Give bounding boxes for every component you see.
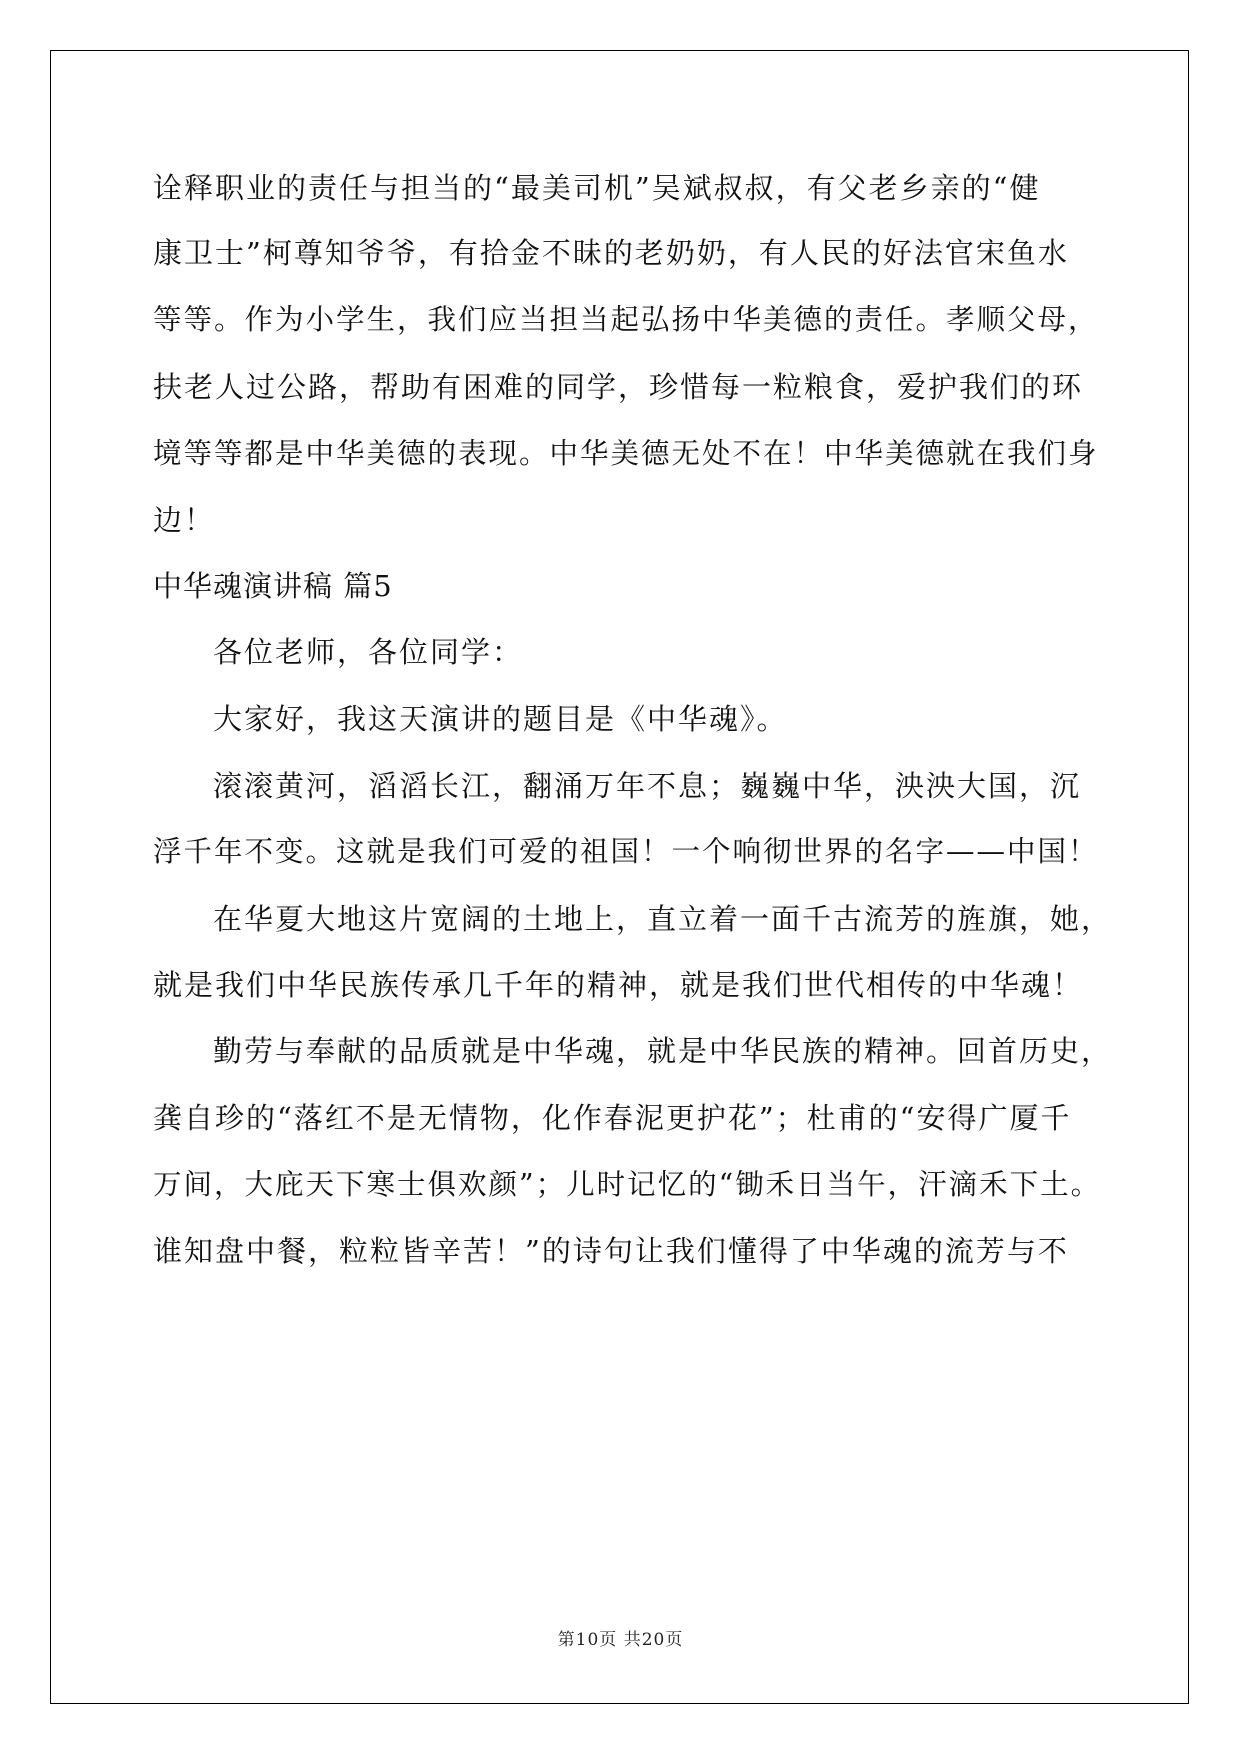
paragraph-line: 在华夏大地这片宽阔的土地上，直立着一面千古流芳的旌旗，她， [213,902,1113,936]
paragraph-line: 谁知盘中餐，粒粒皆辛苦！”的诗句让我们懂得了中华魂的流芳与不 [153,1234,1069,1268]
paragraph-line: 万间，大庇天下寒士俱欢颜”；儿时记忆的“锄禾日当午，汗滴禾下土。 [153,1168,1102,1201]
body-line: 等等。作为小学生，我们应当担当起弘扬中华美德的责任。孝顺父母， [153,303,1099,336]
intro-line: 大家好，我这天演讲的题目是《中华魂》。 [213,702,788,736]
section-heading: 中华魂演讲稿 篇5 [153,569,393,603]
paragraph-line: 勤劳与奉献的品质就是中华魂，就是中华民族的精神。回首历史， [213,1034,1113,1068]
page-number: 第10页 共20页 [557,1630,684,1650]
body-line: 境等等都是中华美德的表现。中华美德无处不在！中华美德就在我们身 [153,437,1099,470]
paragraph-line: 浮千年不变。这就是我们可爱的祖国！一个响彻世界的名字——中国！ [153,835,1099,868]
body-line: 扶老人过公路，帮助有困难的同学，珍惜每一粒粮食，爱护我们的环 [153,370,1084,404]
paragraph-line: 滚滚黄河，滔滔长江，翻涌万年不息；巍巍中华，泱泱大国，沉 [213,769,1082,803]
greeting-line: 各位老师，各位同学： [213,635,524,669]
paragraph-line: 龚自珍的“落红不是无情物，化作春泥更护花”；杜甫的“安得广厦千 [153,1101,1072,1135]
body-line: 诠释职业的责任与担当的“最美司机”吴斌叔叔，有父老乡亲的“健 [153,171,1041,205]
paragraph-line: 就是我们中华民族传承几千年的精神，就是我们世代相传的中华魂！ [153,968,1084,1002]
body-line: 康卫士”柯尊知爷爷，有拾金不昧的老奶奶，有人民的好法官宋鱼水 [153,236,1069,270]
page-border [50,50,1189,1704]
body-line: 边！ [153,503,216,537]
